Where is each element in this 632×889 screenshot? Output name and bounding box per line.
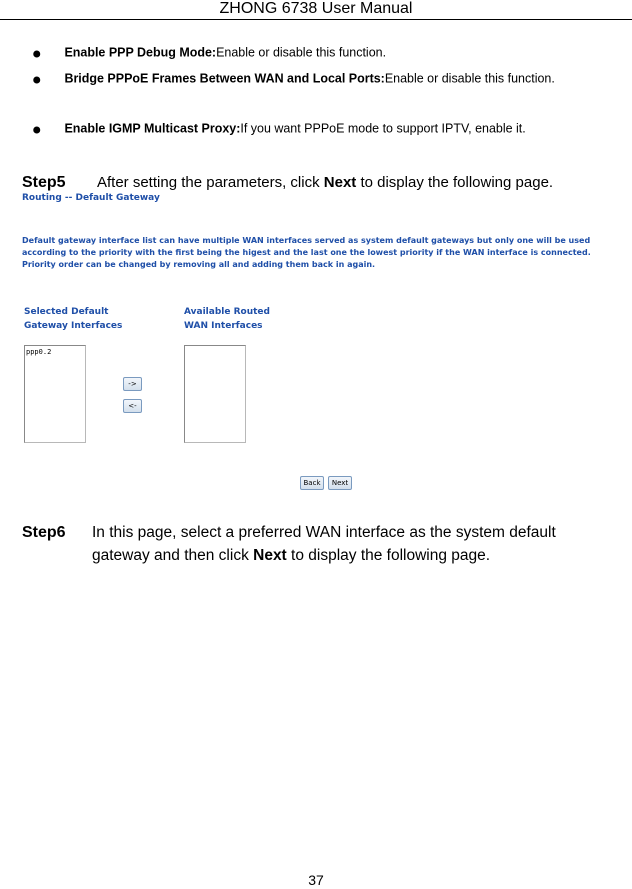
selected-label-line2: Gateway Interfaces [24,321,123,331]
back-button[interactable]: Back [300,476,324,490]
move-left-button[interactable]: <- [123,399,142,413]
step6-label: Step6 [22,524,66,541]
routing-gateway-screenshot [22,193,617,493]
selected-gateway-listbox[interactable] [24,345,86,443]
bullet-ppp-debug [27,45,620,62]
bullet-desc: Enable or disable this function. [216,46,387,60]
selected-gateway-label [24,305,122,333]
available-label-line1: Available Routed [184,307,270,317]
screenshot-title: Routing -- Default Gateway [22,193,160,203]
next-button[interactable]: Next [328,476,352,490]
available-wan-label [184,305,270,333]
step5-keyword: Next [323,174,357,191]
step5-text-before: After setting the parameters, click [97,174,324,191]
bullet-dot-icon [33,50,40,57]
screenshot-description: Default gateway interface list can have multiple WAN interfaces served as system default gateways but only one will be used according to the priority with the first being the higest and the last one the lowest priority if the WAN interface is connected. Priority order can be changed by removing all and adding them back in again. [22,236,591,269]
bullet-text [64,71,619,88]
bullet-term: Enable IGMP Multicast Proxy: [64,122,241,136]
page-header [0,0,632,20]
step6-line2 [92,545,490,567]
step6-keyword: Next [253,547,287,564]
step6-line1: In this page, select a preferred WAN interface as the system default [92,524,556,541]
bullet-term: Bridge PPPoE Frames Between WAN and Local Ports: [64,72,385,86]
move-right-button[interactable]: -> [123,377,142,391]
selected-label-line1: Selected Default [24,307,109,317]
manual-title: ZHONG 6738 User Manual [219,0,413,17]
bullet-bridge-pppoe [27,71,620,88]
step6-text-before: gateway and then click [92,547,254,564]
bullet-igmp-proxy [27,121,620,138]
available-label-line2: WAN Interfaces [184,321,263,331]
step6-paragraph [22,522,622,572]
bullet-term: Enable PPP Debug Mode: [64,46,217,60]
bullet-text [64,45,619,62]
bullet-dot-icon [33,76,40,83]
listbox-option-ppp0-2[interactable]: ppp0.2 [26,348,52,356]
bullet-dot-icon [33,126,40,133]
page-number: 37 [308,872,324,888]
step6-text-after: to display the following page. [286,547,491,564]
step5-label: Step5 [22,174,66,191]
bullet-text [64,121,619,138]
bullet-desc: If you want PPPoE mode to support IPTV, enable it. [240,122,526,136]
bullet-desc: Enable or disable this function. [384,72,555,86]
step5-text-after: to display the following page. [356,174,554,191]
step5-text [97,172,553,194]
available-wan-listbox[interactable] [184,345,246,443]
